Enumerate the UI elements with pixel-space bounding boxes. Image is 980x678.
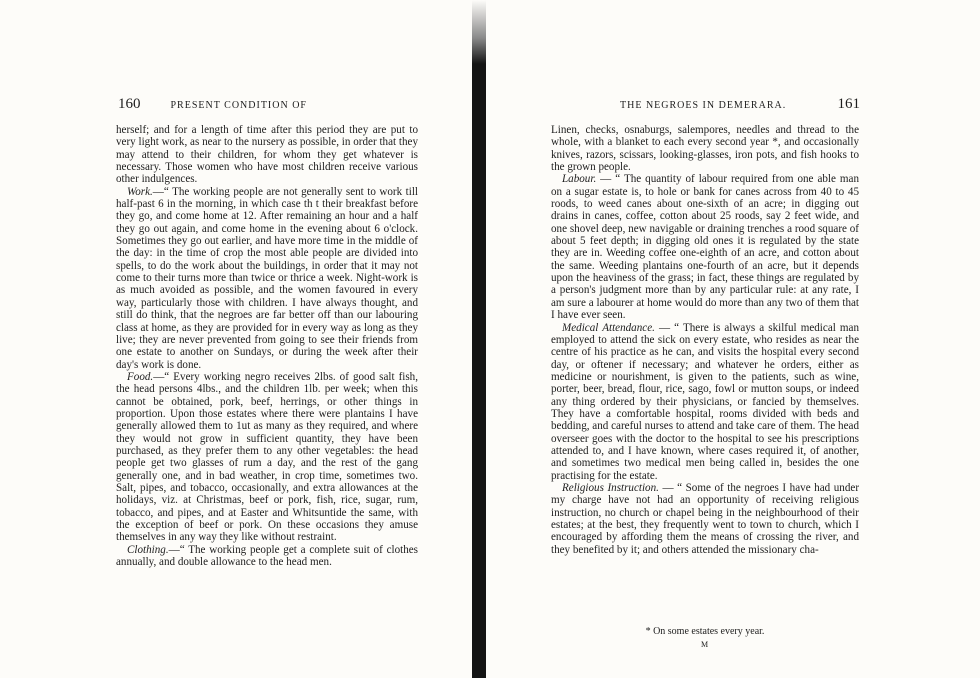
section-heading: Food.	[127, 370, 154, 383]
book-gutter	[472, 64, 486, 678]
paragraph-religious-instruction: Religious Instruction. — “ Some of the negroes I have had under my charge have not had an opportunity of receiving religious instruction, no church or chapel being in the neighbourhood of their estates; at the best, they frequently went to town to church, which I encouraged by affording them the means of crossing the river, and they benefited by it; and others attended the missionary cha-	[551, 481, 860, 556]
right-text-column	[551, 124, 859, 556]
section-heading: Religious Instruction.	[562, 481, 659, 494]
section-heading: Medical Attendance.	[562, 321, 655, 334]
footnote: * On some estates every year.	[645, 626, 765, 637]
left-running-head	[118, 96, 416, 114]
left-running-title: PRESENT CONDITION OF	[170, 100, 307, 111]
section-heading: Labour.	[562, 173, 597, 186]
signature-mark: M	[700, 640, 710, 649]
right-running-title: THE NEGROES IN DEMERARA.	[620, 100, 787, 111]
section-heading: Clothing.	[127, 543, 169, 556]
left-page-number: 160	[118, 96, 141, 112]
paragraph-work: Work.—“ The working people are not generally sent to work till half-past 6 in the morning, in which case th t their breakfast before they go, and come home at 12. After remaining an hour and a half they go out again, and come home in the evening about 6 o'clock. Sometimes they go out earlier, and have more time in the middle of the day: in the time of crop the most able people are divided into spells, to do the work about the buildings, in order that it may not come to their turns more than twice or thrice a week. Night-work is as much avoided as possible, and the women favoured in every way, particularly those with children. I have always thought, and still do think, that the negroes are far better off than our labouring class at home, as they are provided for in every way as long as they live; they are never prevented from going to see their friends from one estate to another on Sundays, or during the week after their day's work is done.	[116, 185, 418, 371]
book-gutter-top	[472, 0, 486, 64]
paragraph-clothing: Clothing.—“ The working people get a complete suit of clothes annually, and double allowance to the head men.	[116, 543, 418, 569]
paragraph-labour: Labour. — “ The quantity of labour required from one able man on a sugar estate is, to hole or bank for canes across from 40 to 45 roods, to weed canes about one-sixth of an acre; in digging out drains in canes, coffee, cotton about 25 roods, say 2 feet wide, and one shovel deep, new navigable or draining trenches a rood square of about 5 feet depth; in digging old ones it is regulated by the state they are in. Weeding coffee one-eighth of an acre, and cotton about the same. Weeding plantains one-fourth of an acre, but it depends upon the heaviness of the grass; in fact, these things are regulated by a person's judgment more than by any particular rule: at any rate, I am sure a labourer at home would do more than any two of them that I have ever seen.	[551, 173, 859, 322]
paragraph-medical-attendance: Medical Attendance. — “ There is always a skilful medical man employed to attend the sick on every estate, who resides as near the centre of his practice as he can, and visits the hospital every second day, or oftener if necessary; and whatever he orders, either as medicine or nourishment, is given to the patients, such as wine, porter, beer, bread, flour, rice, sago, fowl or mutton soups, or indeed any thing ordered by their physicians, or fancied by themselves. They have a comfortable hospital, rooms divided with beds and bedding, and careful nurses to attend and take care of them. The head overseer goes with the doctor to the hospital to see his prescriptions attended to, and I have known, where cases required it, of another, and sometimes two medical men being called in, besides the one practising for the estate.	[551, 321, 859, 482]
paragraph-food: Food.—“ Every working negro receives 2lbs. of good salt fish, the head persons 4lbs., and the children 1lb. per week; when this cannot be obtained, pork, beef, herrings, or other things in proportion. Upon those estates where there were plantains I have generally allowed them to 1ut as many as they required, and where they would not grow in sufficient quantity, they have been purchased, as they prefer them to any other vegetables: the head people get two glasses of rum a day, and the rest of the gang generally one, and in bad weather, in crop time, sometimes two. Salt, pipes, and tobacco, occasionally, and extra allowances at the holidays, viz. at Christmas, beef or pork, fish, rice, sugar, rum, tobacco, and pipes, and at Easter and Whitsuntide the same, with the exception of beef or pork. On these occasions they amuse themselves in any way they like without restraint.	[116, 370, 418, 544]
paragraph: herself; and for a length of time after this period they are put to very light work, as near to the nursery as possible, in order that they may attend to their children, for whom they get whatever is necessary. Those women who have most children receive various other indulgences.	[116, 124, 418, 186]
right-page-number: 161	[837, 96, 860, 112]
left-text-column	[116, 124, 418, 568]
section-heading: Work.	[127, 185, 153, 198]
right-running-head	[620, 96, 860, 114]
paragraph: Linen, checks, osnaburgs, salempores, needles and thread to the whole, with a blanket to each every second year *, and occasionally knives, razors, scissars, looking-glasses, iron pots, and fish hooks to the grown people.	[551, 124, 859, 174]
